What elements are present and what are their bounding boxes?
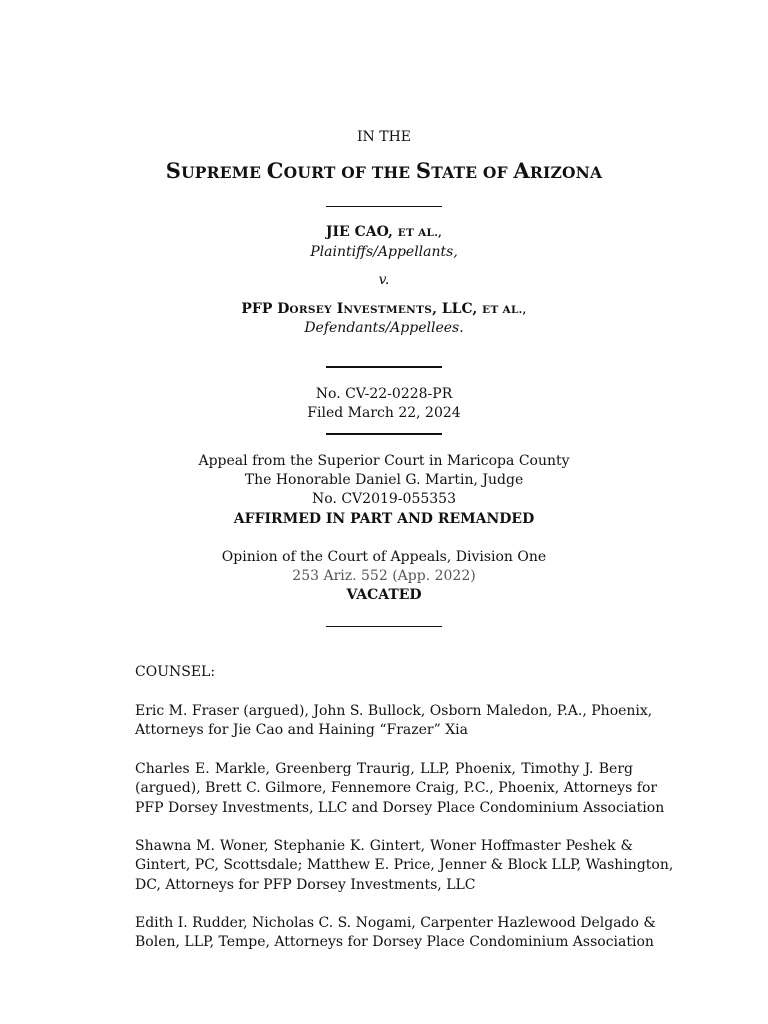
counsel-line: Bolen, LLP, Tempe, Attorneys for Dorsey Place Condominium Association xyxy=(135,934,654,951)
versus-label: v. xyxy=(378,272,390,288)
opinion-line-1: Opinion of the Court of Appeals, Division One xyxy=(221,549,547,565)
plaintiff-name: JIE CAO, ET AL., xyxy=(325,224,443,240)
counsel-paragraph-2 xyxy=(135,760,665,818)
counsel-paragraph-3 xyxy=(135,837,674,895)
counsel-paragraph-1 xyxy=(135,702,653,741)
filed-date: Filed March 22, 2024 xyxy=(307,405,461,421)
counsel-line: Eric M. Fraser (argued), John S. Bullock, Osborn Maledon, P.A., Phoenix, xyxy=(135,703,653,719)
opinion-citation: 253 Ariz. 552 (App. 2022) xyxy=(292,568,476,584)
in-the-label: IN THE xyxy=(357,129,411,145)
plaintiff-role: Plaintiffs/Appellants, xyxy=(310,244,458,260)
appeal-line-3: No. CV2019-055353 xyxy=(312,491,456,507)
court-title: SUPREME COURT OF THE STATE OF ARIZONA xyxy=(165,158,603,183)
case-number: No. CV-22-0228-PR xyxy=(315,386,453,402)
appeal-line-2: The Honorable Daniel G. Martin, Judge xyxy=(244,472,524,488)
counsel-line: PFP Dorsey Investments, LLC and Dorsey Place Condominium Association xyxy=(135,799,665,816)
opinion-divider xyxy=(326,626,442,627)
case-divider xyxy=(326,433,442,435)
counsel-heading: COUNSEL: xyxy=(135,664,216,680)
counsel-line: Attorneys for Jie Cao and Haining “Frazer” Xia xyxy=(135,722,468,739)
counsel-paragraph-4 xyxy=(135,914,656,953)
counsel-line: Edith I. Rudder, Nicholas C. S. Nogami, Carpenter Hazlewood Delgado & xyxy=(135,915,656,931)
appeal-disposition: AFFIRMED IN PART AND REMANDED xyxy=(233,511,535,527)
defendant-name: PFP DORSEY INVESTMENTS, LLC, ET AL., xyxy=(241,301,527,317)
counsel-line: (argued), Brett C. Gilmore, Fennemore Craig, P.C., Phoenix, Attorneys for xyxy=(135,780,658,797)
counsel-line: Gintert, PC, Scottsdale; Matthew E. Price, Jenner & Block LLP, Washington, xyxy=(135,857,674,874)
counsel-line: Shawna M. Woner, Stephanie K. Gintert, Woner Hoffmaster Peshek & xyxy=(135,838,633,854)
parties-divider xyxy=(326,366,442,368)
counsel-line: DC, Attorneys for PFP Dorsey Investments, LLC xyxy=(135,876,476,893)
defendant-role: Defendants/Appellees. xyxy=(304,320,464,336)
counsel-line: Charles E. Markle, Greenberg Traurig, LLP, Phoenix, Timothy J. Berg xyxy=(135,761,633,777)
title-divider xyxy=(326,206,442,207)
opinion-disposition: VACATED xyxy=(346,587,422,603)
appeal-line-1: Appeal from the Superior Court in Maricopa County xyxy=(198,453,570,469)
